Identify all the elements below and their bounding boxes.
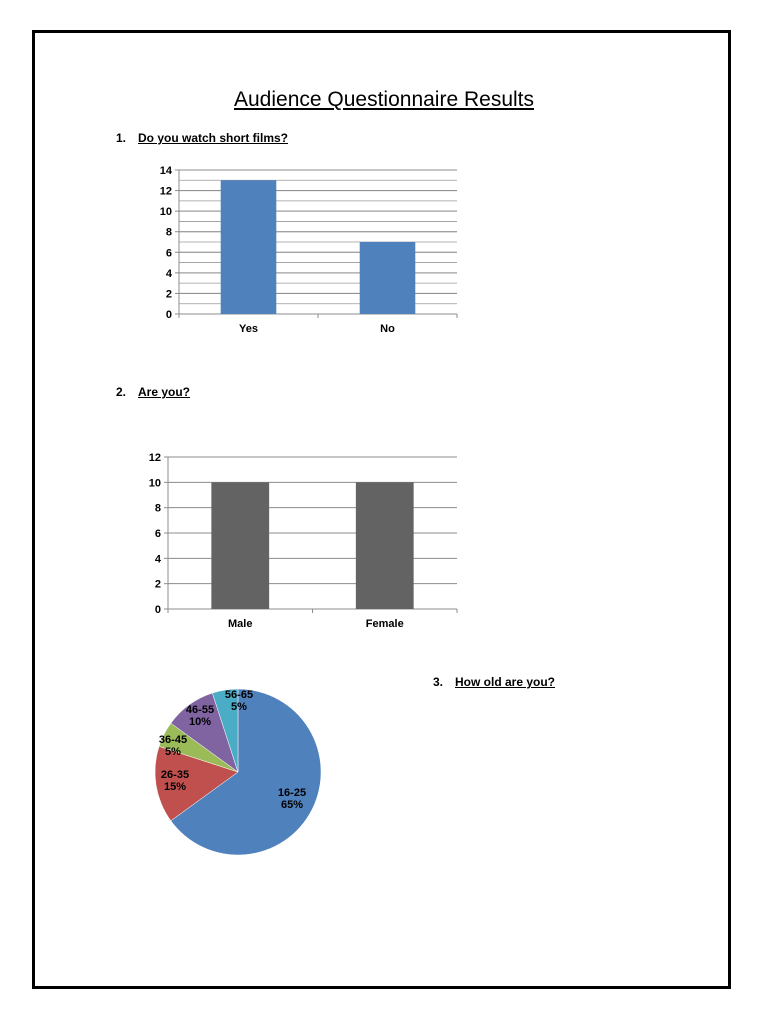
slice-label: 16-25 [277, 787, 307, 799]
y-tick-label: 12 [159, 185, 172, 198]
y-tick-label: 12 [148, 452, 161, 464]
question-2-number: 2. [116, 385, 127, 399]
x-tick-label: No [380, 323, 395, 335]
slice-label: 26-35 [160, 769, 190, 781]
y-tick-label: 4 [154, 553, 161, 566]
y-tick-label: 2 [165, 288, 172, 301]
x-tick-label: Yes [239, 323, 258, 335]
y-tick-label: 4 [165, 267, 172, 280]
y-tick-label: 14 [159, 165, 172, 177]
page-title: Audience Questionnaire Results [233, 88, 534, 111]
question-3-number: 3. [433, 675, 444, 689]
y-tick-label: 10 [148, 477, 161, 490]
question-3 [433, 675, 555, 689]
slice-percent: 65% [280, 799, 304, 811]
x-tick-label: Female [365, 618, 404, 630]
slice-percent: 5% [165, 746, 181, 758]
slice-percent: 15% [163, 781, 187, 793]
x-tick-label: Male [228, 618, 253, 630]
slice-label: 36-45 [158, 734, 188, 746]
y-tick-label: 8 [154, 502, 161, 515]
slice-label: 46-55 [185, 704, 215, 716]
slice-percent: 5% [231, 701, 247, 713]
y-tick-label: 6 [165, 247, 172, 260]
y-tick-label: 10 [159, 206, 172, 219]
y-tick-label: 8 [165, 226, 172, 239]
slice-percent: 10% [188, 716, 212, 728]
question-3-text: How old are you? [455, 675, 556, 689]
y-tick-label: 2 [154, 578, 161, 591]
question-1-number: 1. [116, 131, 127, 145]
y-tick-label: 6 [154, 528, 161, 540]
question-1-text: Do you watch short films? [138, 131, 289, 145]
y-tick-label: 0 [165, 309, 172, 321]
y-tick-label: 0 [154, 604, 161, 616]
slice-label: 56-65 [224, 689, 254, 701]
question-2-text: Are you? [138, 385, 191, 399]
